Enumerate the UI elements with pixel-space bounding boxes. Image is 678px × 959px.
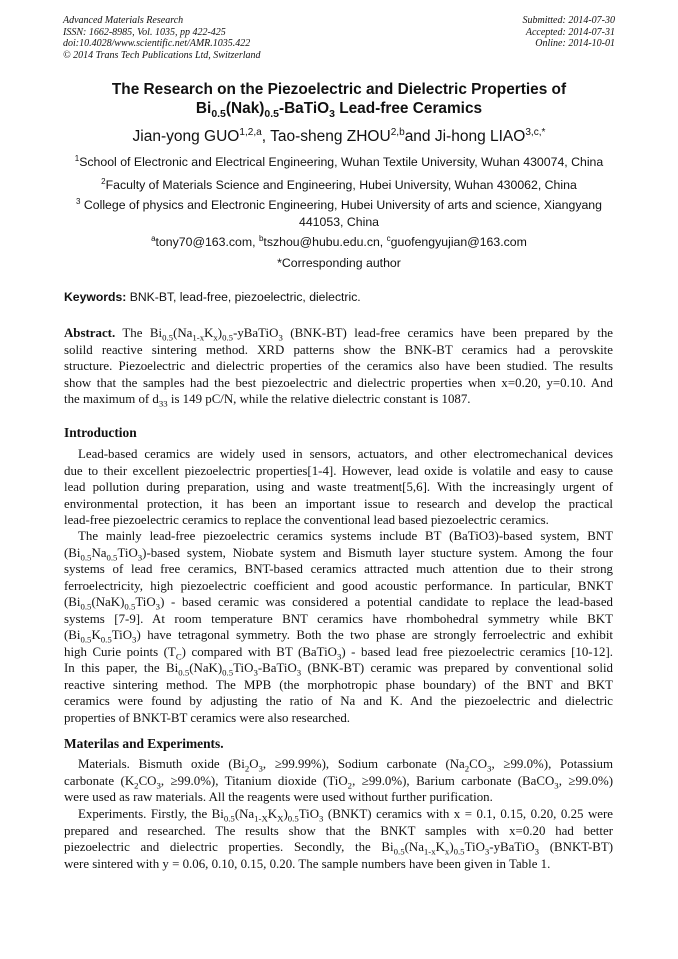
- journal-header: [63, 15, 261, 61]
- author-2-affil: 2,b: [390, 126, 405, 138]
- journal-issn: ISSN: 1662-8985, Vol. 1035, pp 422-425: [63, 26, 226, 38]
- experiments-paragraph: Experiments. Firstly, the $Bi_{0.5}(Na_{1-X}K_X)_{0.5}TiO_3$ (BNKT) ceramics with x = 0.1, 0.15, 0.20, 0.25 were prepared and researched. The results show that the BNKT samples with x=0.20 had better piezoelectric and dielectric properties. Secondly, the $Bi_{0.5}(Na_{1-x}K_x)_{0.5}TiO_3-yBaTiO_3$ (BNKT-BT) were sintered with y = 0.06, 0.10, 0.15, 0.20. The sample numbers have been given in Table 1.: [64, 807, 614, 871]
- abstract: Abstract. The $Bi_{0.5}(Na_{1-x}K_x)_{0.5}-yBaTiO_3$ (BNK-BT) lead-free ceramics have been prepared by the solild reactive sintering method. XRD patterns show the BNK-BT ceramics had a perovskite structure. Piezoelectric and dielectric properties of the ceramics also have been studied. The results show that the samples had the best piezoelectric and dielectric properties when x=0.20, y=0.10. And the maximum of $d_{33}$ is 149 pC/N, while the relative dielectric constant is 1087.: [64, 326, 613, 409]
- email-c[interactable]: guofengyujian@163.com: [390, 235, 527, 249]
- keywords: [64, 290, 361, 305]
- author-2: , Tao-sheng ZHOU: [261, 128, 391, 145]
- corresponding-author: *Corresponding author: [277, 256, 401, 270]
- affiliation-3: $^3$ College of physics and Electronic Engineering, Hubei University of arts and science, Xiangyang 441053, China: [76, 196, 602, 229]
- intro-paragraph-2: The mainly lead-free piezoelectric ceramics systems include BT (BaTiO3)-based system, BNT $(Bi_{0.5}Na_{0.5}TiO_3)$-based system, Niobate system and Bismuth layer stucture system. Among the four systems of lead free ceramics, BNT-based ceramics attracted much attention due to their strong ferroelectricity, high piezoelectric coefficient and good acoustic performance. In particular, BNKT $(Bi_{0.5}(NaK)_{0.5}TiO_3)$ - based ceramic was considered a potential candidate to replace the lead-based systems [7-9]. At room temperature BNT ceramics have rhombohedral symmetry while BKT $(Bi_{0.5}K_{0.5}TiO_3)$ have tetragonal symmetry. Both the two phase are strongly ferroelectric and exhibit high Curie points $(T_C)$ compared with BT (BaTiO$_3$) - based lead free piezoelectric ceramics [10-12]. In this paper, the $Bi_{0.5}(NaK)_{0.5}TiO_3-BaTiO_3$ (BNK-BT) ceramic was prepared by conventional solid reactive sintering method. The MPB (the morphotropic phase boundary) of the BNT and BKT ceramics were found by adjusting the ratio of Na and K. And the piezoelectric and dielectric properties of BNKT-BT ceramics were also researched.: [64, 529, 613, 725]
- accepted-date: Accepted: 2014-07-31: [525, 26, 615, 38]
- online-date: Online: 2014-10-01: [535, 38, 615, 49]
- email-b[interactable]: tszhou@hubu.edu.cn,: [263, 235, 387, 249]
- materials-paragraph: Materials. Bismuth oxide ($Bi_2O_3$, ≥99.99%), Sodium carbonate ($Na_2CO_3$, ≥99.0%), Potassium carbonate ($K_2CO_3$, ≥99.0%), Titanium dioxide (TiO$_2$, ≥99.0%), Barium carbonate (BaCO$_3$, ≥99.0%) were used as raw materials. All the reagents were used without further purification.: [64, 757, 614, 804]
- journal-name: Advanced Materials Research: [63, 15, 184, 26]
- journal-doi: doi:10.4028/www.scientific.net/AMR.1035.422: [63, 38, 251, 49]
- affiliation-2: $^2$Faculty of Materials Science and Engineering, Hubei University, Wuhan 430062, China: [101, 176, 577, 192]
- author-emails: $^a$tony70@163.com, $^b$tszhou@hubu.edu.cn, $^c$guofengyujian@163.com: [151, 233, 527, 249]
- affiliation-1: $^1$School of Electronic and Electrical Engineering, Wuhan Textile University, Wuhan 430074, China: [74, 153, 604, 169]
- submitted-date: Submitted: 2014-07-30: [522, 15, 615, 26]
- journal-copyright: © 2014 Trans Tech Publications Ltd, Switzerland: [63, 49, 261, 61]
- author-1: Jian-yong GUO: [132, 128, 240, 145]
- abstract-label: Abstract.: [64, 326, 116, 340]
- title-line-2: $Bi_{0.5}(Nak)_{0.5}-BaTiO_3$ Lead-free Ceramics: [195, 99, 483, 120]
- email-a[interactable]: tony70@163.com,: [155, 235, 259, 249]
- intro-paragraph-1: Lead-based ceramics are widely used in sensors, actuators, and other electromechanical devices due to their excellent piezoelectric properties[1-4]. However, lead oxide is volatile and easy to cause lead pollution during preparation, using and waste treatment[5,6]. With the increasingly urgent of environmental protection, it has been an important issue to research and develop the practical lead-free piezoelectric ceramics to replace the conventional lead based piezoelectric ceramics.: [64, 447, 613, 527]
- author-list: [40, 127, 638, 146]
- keywords-label: Keywords:: [64, 290, 127, 304]
- title-line-1: The Research on the Piezoelectric and Dielectric Properties of: [111, 81, 567, 98]
- section-heading-materials: Materilas and Experiments.: [64, 736, 224, 751]
- author-3: and Ji-hong LIAO: [404, 128, 526, 145]
- author-1-affil: 1,2,a: [239, 126, 262, 138]
- keywords-text: BNK-BT, lead-free, piezoelectric, dielectric.: [126, 290, 361, 304]
- submission-dates: [523, 15, 616, 50]
- paper-title: [40, 81, 638, 118]
- author-3-affil: 3,c,*: [525, 126, 546, 138]
- section-heading-introduction: Introduction: [64, 425, 137, 440]
